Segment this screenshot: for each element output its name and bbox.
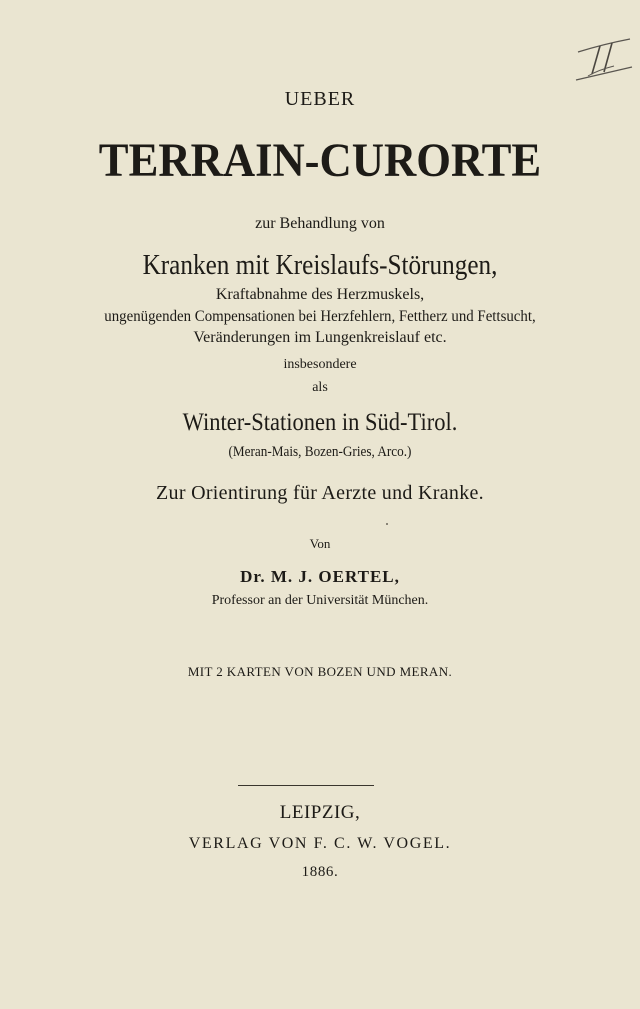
byline-von: Von [309,536,331,551]
imprint-year: 1886. [301,864,339,880]
connector-als: als [312,380,328,395]
connector-insbesondere: insbesondere [283,357,357,372]
paper-speck [386,523,388,525]
divider-rule [238,785,374,786]
subtitle-orientirung: Zur Orientirung für Aerzte und Kranke. [156,482,484,504]
subtitle-zur-behandlung: zur Behandlung von [255,215,385,232]
pencil-annotation [574,30,634,86]
pencil-mark-text [574,30,634,86]
subtitle-line-veraenderungen: Veränderungen im Lungenkreislauf etc. [193,329,447,346]
subtitle-line-kraftabnahme: Kraftabnahme des Herzmuskels, [215,286,425,303]
maps-note: MIT 2 KARTEN VON BOZEN UND MERAN. [187,664,453,679]
subtitle-kranken: Kranken mit Kreislaufs-Störungen, [142,250,498,281]
subtitle-winter-stationen: Winter-Stationen in Süd-Tirol. [182,409,458,436]
imprint-publisher: VERLAG VON F. C. W. VOGEL. [188,835,452,852]
subtitle-line-ungenuegend: ungenügenden Compensationen bei Herzfehlern, Fettherz und Fettsucht, [104,308,536,325]
heading-ueber: UEBER [284,88,356,110]
subtitle-orte: (Meran-Mais, Bozen-Gries, Arco.) [228,444,412,460]
author-affiliation: Professor an der Universität München. [211,593,429,608]
author-name: Dr. M. J. OERTEL, [240,567,400,586]
book-title: TERRAIN-CURORTE [98,134,542,187]
imprint-city: LEIPZIG, [279,802,361,823]
